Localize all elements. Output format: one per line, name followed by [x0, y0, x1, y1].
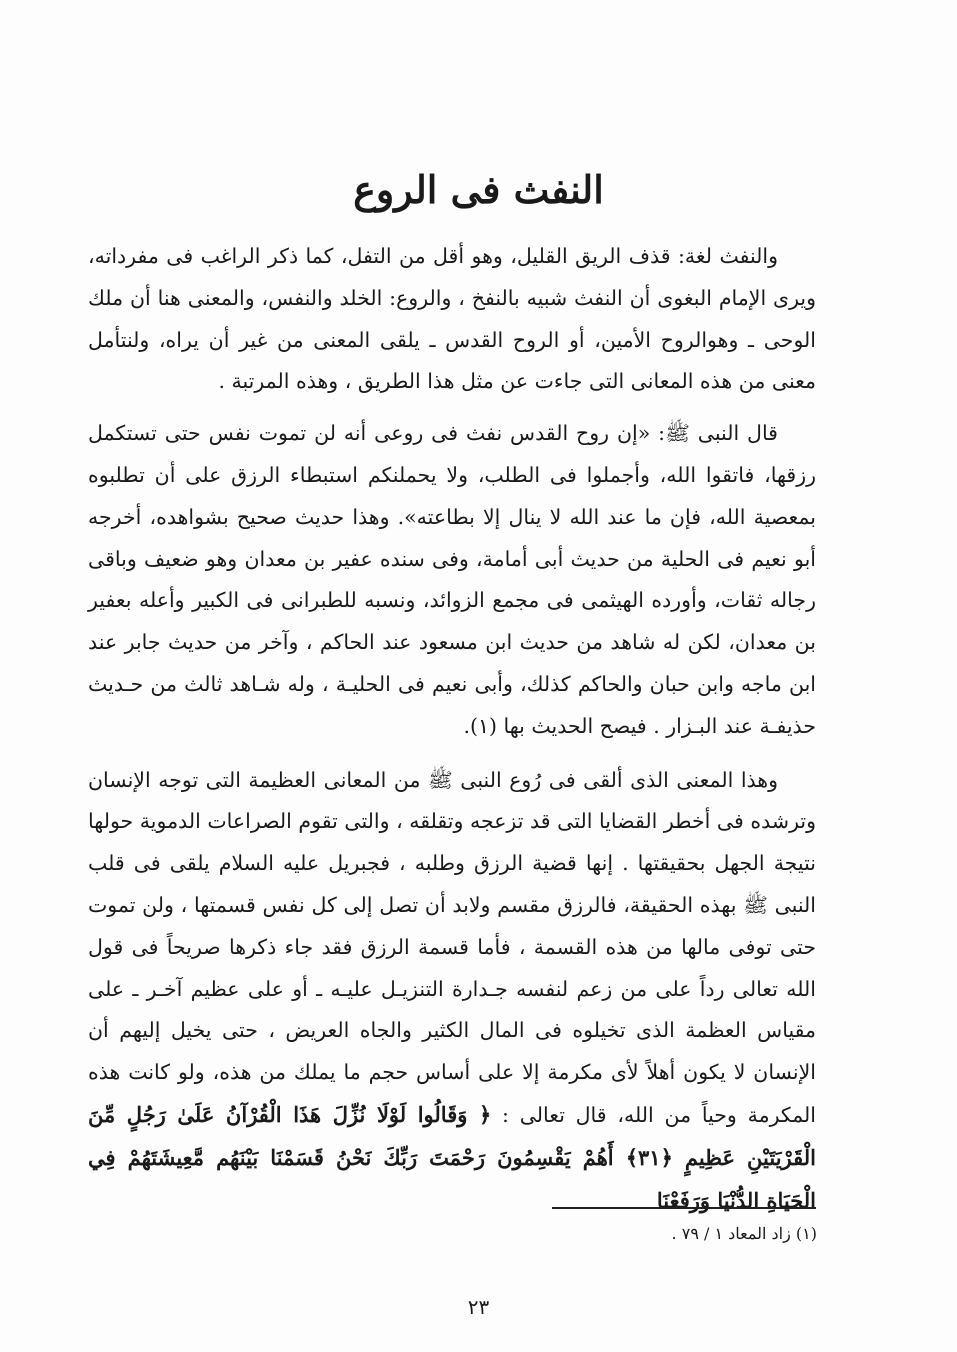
paragraph-explanation — [88, 760, 816, 1223]
paragraph-hadith: قال النبى ﷺ: «إن روح القدس نفث فى روعى أنه لن تموت نفس حتى تستكمل رزقها، فاتقوا الله، وأجملوا فى الطلب، ولا يحملنكم استبطاء الرزق على أن تطلبوه بمعصية الله، فإن ما عند الله لا ينال إلا بطاعته». وهذا حديث صحيح بشواهده، أخرجه أبو نعيم فى الحلية من حديث أبى أمامة، وفى سنده عفير بن معدان وهو ضعيف وباقى رجاله ثقات، وأورده الهيثمى فى مجمع الزوائد، ونسبه للطبرانى فى الكبير وأعله بعفير بن معدان، لكن له شاهد من حديث ابن مسعود عند الحاكم ، وآخر من حديث جابر عند ابن ماجه وابن حبان والحاكم كذلك، وأبى نعيم فى الحليـة ، وله شـاهد ثالث من حـديث حذيفـة عند البـزار . فيصح الحديث بها (١). — [88, 421, 816, 738]
footnote: (١) زاد المعاد ١ / ٧٩ . — [671, 1224, 817, 1243]
quran-verse: ﴿ وَقَالُوا لَوْلَا نُزِّلَ هَذَا الْقُرْآنُ عَلَىٰ رَجُلٍ مِّنَ الْقَرْيَتَيْنِ عَظِيمٍ ﴿٣١﴾ أَهُمْ يَقْسِمُونَ رَحْمَتَ رَبِّكَ نَحْنُ قَسَمْنَا بَيْنَهُم مَّعِيشَتَهُمْ فِي الْحَيَاةِ الدُّنْيَا وَرَفَعْنَا — [88, 1101, 816, 1213]
paragraph-explanation-text: وهذا المعنى الذى ألقى فى رُوع النبى ﷺ من المعانى العظيمة التى توجه الإنسان وترشده فى أخطر القضايا التى قد تزعجه وتقلقه ، والتى تقوم الصراعات الدموية حولها نتيجة الجهل بحقيقتها . إنها قضية الرزق وطلبه ، فجبريل عليه السلام يلقى فى قلب النبى ﷺ بهذه الحقيقة، فالرزق مقسم ولابد أن تصل إلى كل نفس قسمتها ، ولن تموت حتى توفى مالها من هذه القسمة ، فأما قسمة الرزق فقد جاء ذكرها صريحاً فى قول الله تعالى رداً على من زعم لنفسه جـدارة التنزيـل عليـه ـ أو على عظيم آخـر ـ على مقياس العظمة الذى تخيلوه فى المال الكثير والجاه العريض ، حتى يخيل إليهم أن الإنسان لا يكون أهلاً لأى مكرمة إلا على أساس حجم ما يملك من هذه، ولو كانت هذه المكرمة وحياً من الله، قال تعالى : — [88, 767, 816, 1127]
page-number: ٢٣ — [467, 1295, 490, 1319]
page-title: النفث فى الروع — [353, 167, 604, 212]
body-text — [88, 236, 816, 1232]
paragraph-definition: والنفث لغة: قذف الريق القليل، وهو أقل من التفل، كما ذكر الراغب فى مفرداته، ويرى الإمام البغوى أن النفث شبيه بالنفخ ، والروع: الخلد والنفس، والمعنى هنا أن ملك الوحى ـ وهوالروح الأمين، أو الروح القدس ـ يلقى المعنى من غير أن يراه، ولنتأمل معنى من هذه المعانى التى جاءت عن مثل هذا الطريق ، وهذه المرتبة . — [88, 244, 816, 394]
footnote-divider — [552, 1207, 816, 1209]
